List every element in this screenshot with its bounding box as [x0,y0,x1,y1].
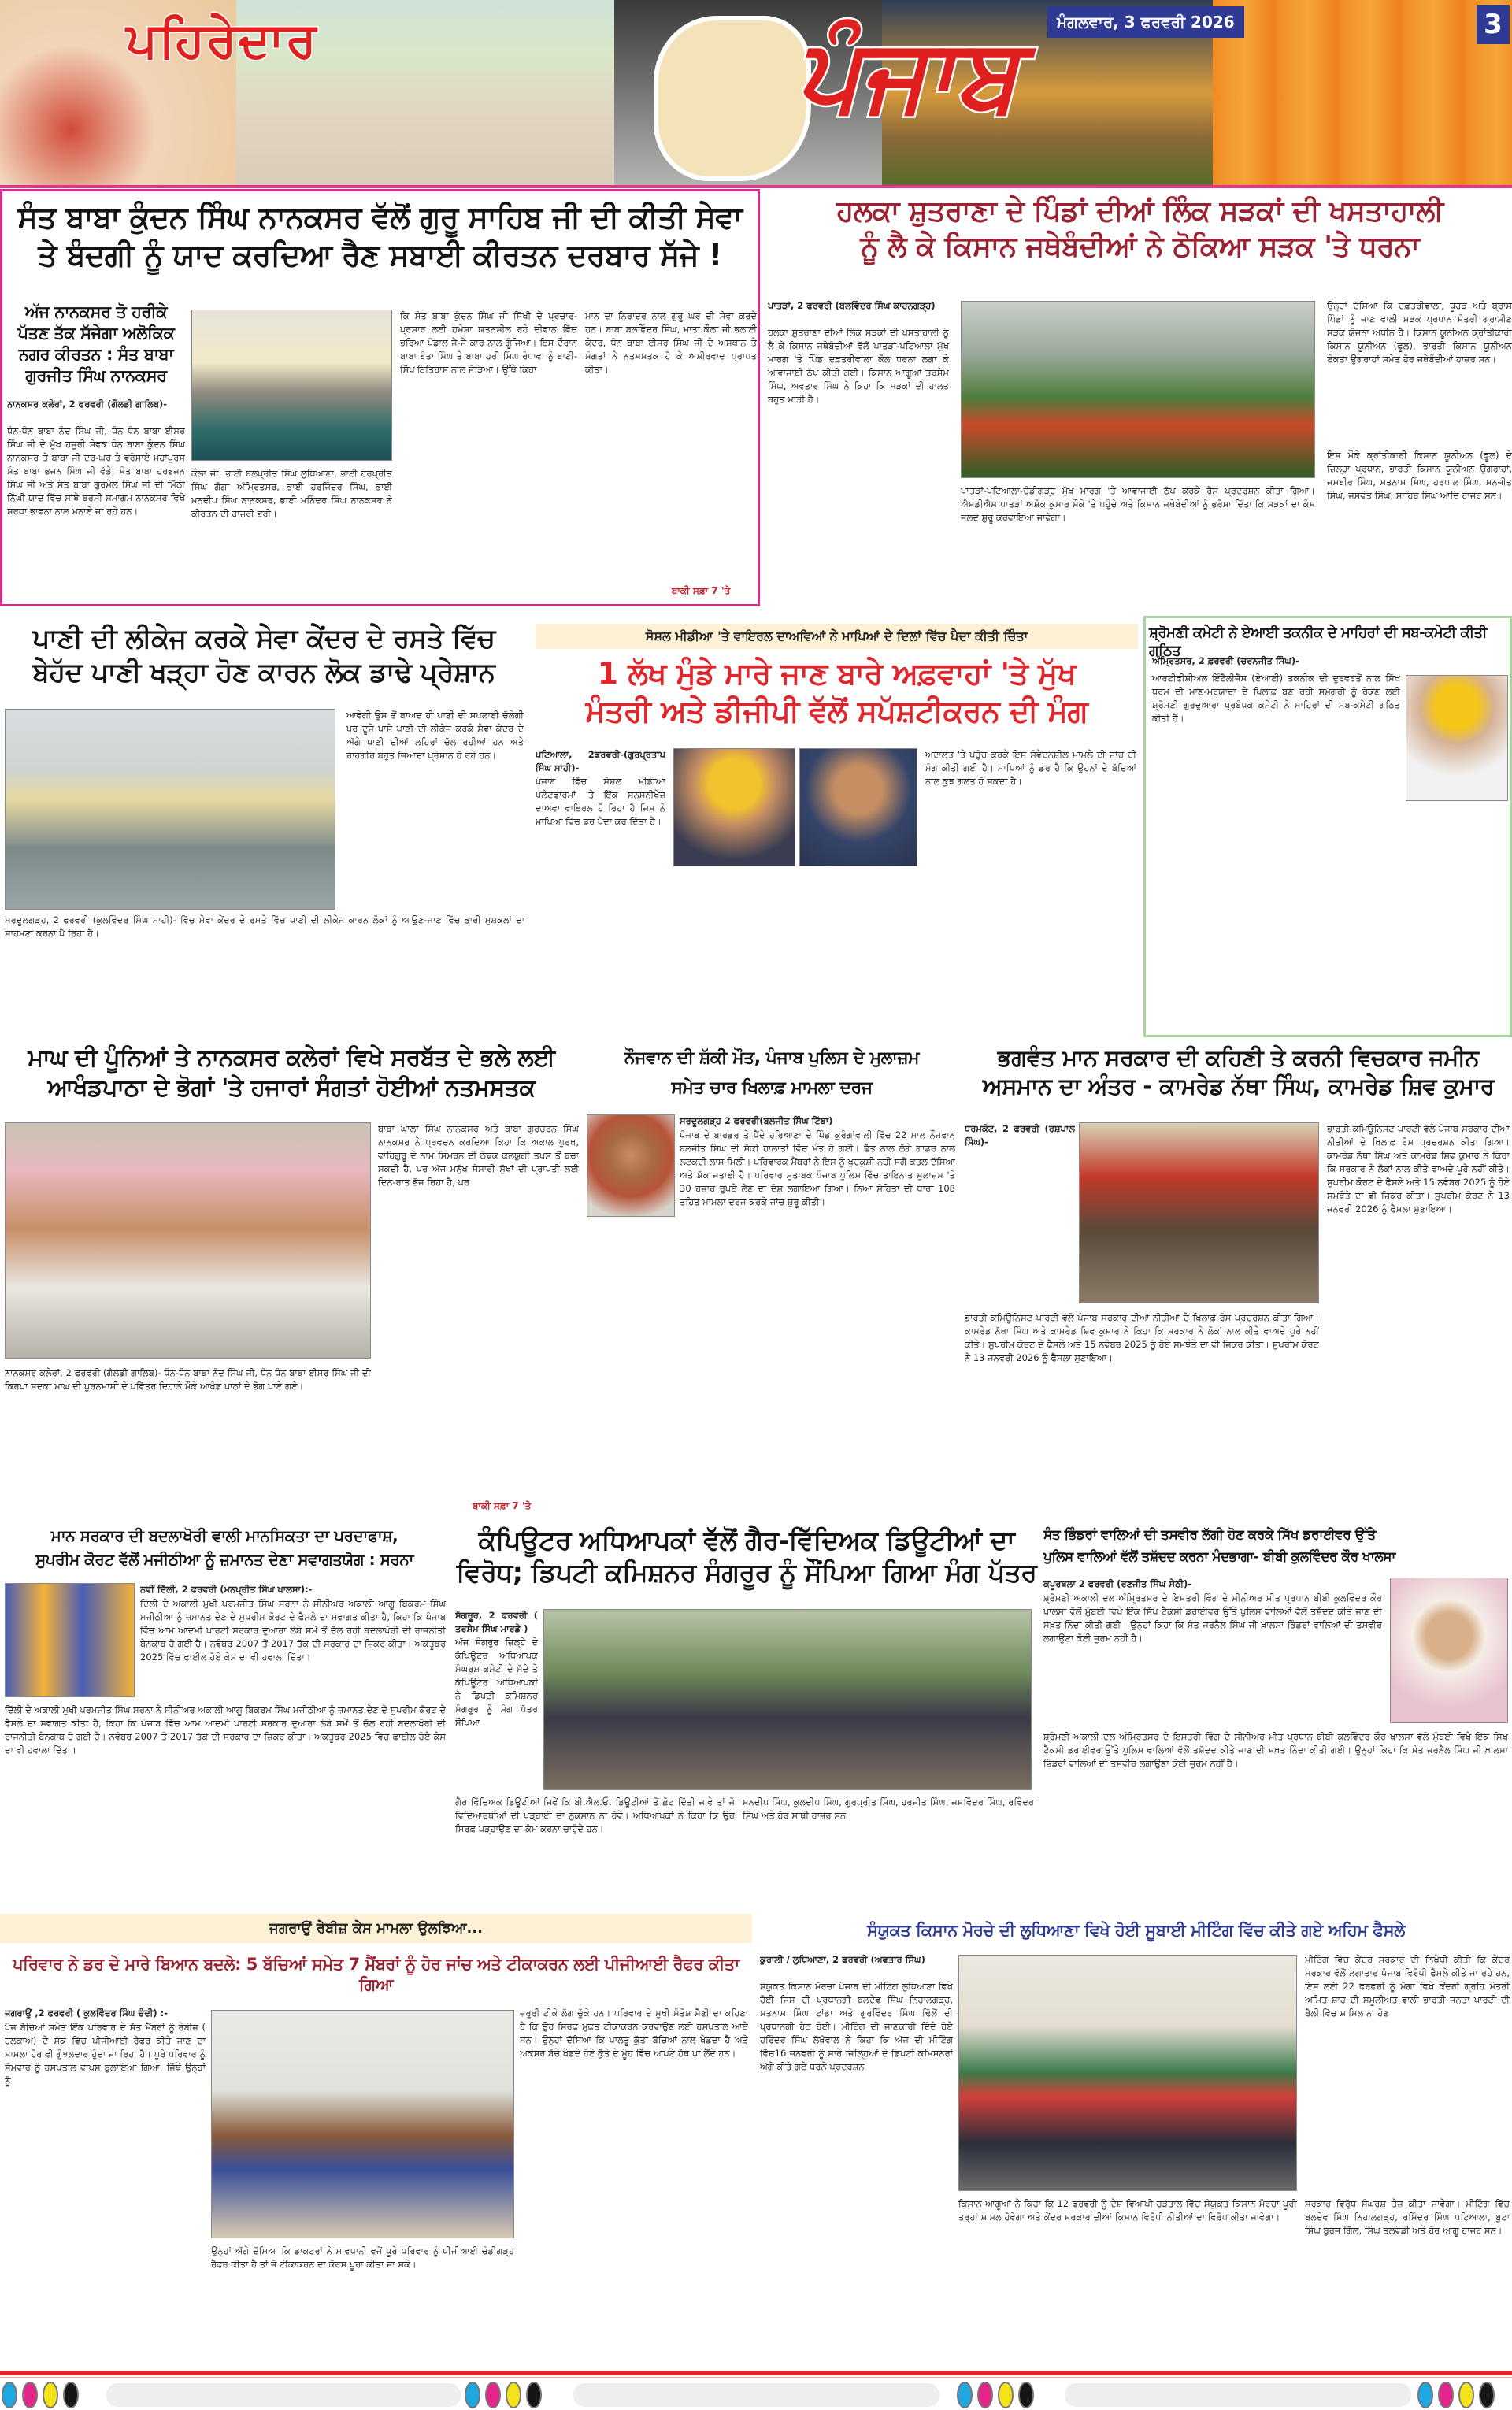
kicker: ਸੋਸ਼ਲ ਮੀਡੀਆ 'ਤੇ ਵਾਇਰਲ ਦਾਅਵਿਆਂ ਨੇ ਮਾਪਿਆਂ ਦੇ ਦਿਲਾਂ ਵਿੱਚ ਪੈਦਾ ਕੀਤੀ ਚਿੰਤਾ [536,624,1138,649]
article-body: ਭਾਰਤੀ ਕਮਿਊਨਿਸਟ ਪਾਰਟੀ ਵੱਲੋਂ ਪੰਜਾਬ ਸਰਕਾਰ ਦੀਆਂ ਨੀਤੀਆਂ ਦੇ ਖਿਲਾਫ਼ ਰੋਸ ਪ੍ਰਦਰਸ਼ਨ ਕੀਤਾ ਗਿਆ। ਕਾਮਰੇਡ ਨੱਥਾ ਸਿੰਘ ਅਤੇ ਕਾਮਰੇਡ ਸ਼ਿਵ ਕੁਮਾਰ ਨੇ ਕਿਹਾ ਕਿ ਸਰਕਾਰ ਨੇ ਲੋਕਾਂ ਨਾਲ ਕੀਤੇ ਵਾਅਦੇ ਪੂਰੇ ਨਹੀਂ ਕੀਤੇ। ਸੁਪਰੀਮ ਕੋਰਟ ਦੇ ਫੈਸਲੇ ਅਤੇ 15 ਨਵੰਬਰ 2025 ਨੂੰ ਹੋਏ ਸਮਝੌਤੇ ਦਾ ਵੀ ਜ਼ਿਕਰ ਕੀਤਾ। ਸੁਪਰੀਮ ਕੋਰਟ ਨੇ 13 ਜਨਵਰੀ 2026 ਨੂੰ ਫੈਸਲਾ ਸੁਣਾਇਆ। [965,1312,1319,1363]
article-rabies [0,1914,752,2367]
photo-comrades-protest [1079,1122,1319,1303]
registration-strip [106,2383,461,2407]
cyan-mark-icon [2,2382,17,2408]
article-water-leakage [0,622,528,1032]
headline-line-2: ਤੇ ਬੰਦਗੀ ਨੂੰ ਯਾਦ ਕਰਦਿਆ ਰੈਣ ਸਬਾਈ ਕੀਰਤਨ ਦਰਬਾਰ ਸੱਜੇ ! [38,237,722,273]
article-body: ਗੈਰ ਵਿੱਦਿਅਕ ਡਿਊਟੀਆਂ ਜਿਵੇਂ ਕਿ ਬੀ.ਐਲ.ਓ. ਡਿਊਟੀਆਂ ਤੋਂ ਛੋਟ ਦਿੱਤੀ ਜਾਵੇ ਤਾਂ ਜੋ ਵਿਦਿਆਰਥੀਆਂ ਦੀ ਪੜ੍ਹਾਈ ਦਾ ਨੁਕਸਾਨ ਨਾ ਹੋਵੇ। ਅਧਿਆਪਕਾਂ ਨੇ ਕਿਹਾ ਕਿ ਉਹ ਸਿਰਫ਼ ਪੜ੍ਹਾਉਣ ਦਾ ਕੰਮ ਕਰਨਾ ਚਾਹੁੰਦੇ ਹਨ। [455,1796,735,1834]
headline-line-2: ਆਖੰਡਪਾਠਾ ਦੇ ਭੋਗਾਂ 'ਤੇ ਹਜਾਰਾਂ ਸੰਗਤਾਂ ਹੋਈਆਂ ਨਤਮਸਤਕ [47,1073,536,1102]
headline-line-1: ਪਾਣੀ ਦੀ ਲੀਕੇਜ ਕਰਕੇ ਸੇਵਾ ਕੇਂਦਰ ਦੇ ਰਸਤੇ ਵਿੱਚ [32,623,495,654]
dateline: ਅੰਮ੍ਰਿਤਸਰ, 2 ਫ਼ਰਵਰੀ (ਚਰਨਜੀਤ ਸਿੰਘ)- [1152,655,1299,666]
article-body: ਸ਼੍ਰੋਮਣੀ ਅਕਾਲੀ ਦਲ ਅੰਮ੍ਰਿਤਸਰ ਦੇ ਇਸਤਰੀ ਵਿੰਗ ਦੇ ਸੀਨੀਅਰ ਮੀਤ ਪ੍ਰਧਾਨ ਬੀਬੀ ਕੁਲਵਿੰਦਰ ਕੌਰ ਖਾਲਸਾ ਵੱਲੋਂ ਮੁੰਬਈ ਵਿਖੇ ਇੱਕ ਸਿੱਖ ਟੈਕਸੀ ਡਰਾਈਵਰ ਉੱਤੇ ਪੁਲਿਸ ਵਾਲਿਆਂ ਵੱਲੋਂ ਤਸ਼ੱਦਦ ਕੀਤੇ ਜਾਣ ਦੀ ਸਖ਼ਤ ਨਿੰਦਾ ਕੀਤੀ ਗਈ। ਉਨ੍ਹਾਂ ਕਿਹਾ ਕਿ ਸੰਤ ਜਰਨੈਲ ਸਿੰਘ ਜੀ ਖ਼ਾਲਸਾ ਭਿੰਡਰਾਂ ਵਾਲਿਆਂ ਦੀ ਤਸਵੀਰ ਲਗਾਉਣਾ ਕੋਈ ਜੁਰਮ ਨਹੀਂ ਹੈ। [1043,1592,1382,1644]
yellow-mark-icon [43,2382,58,2408]
cyan-mark-icon [465,2382,480,2408]
dateline: ਕਪੂਰਥਲਾ 2 ਫਰਵਰੀ (ਰਣਜੀਤ ਸਿੰਘ ਸੇਠੀ)- [1043,1578,1192,1589]
headline [587,1044,957,1103]
photo-chief-minister [673,748,795,866]
article-sutrana-dharna [768,189,1512,606]
article-body: ਮਾਨ ਦਾ ਨਿਰਾਦਰ ਨਾਲ ਗੁਰੂ ਘਰ ਦੀ ਸੇਵਾ ਕਰਦੇ ਹਨ। ਬਾਬਾ ਬਲਵਿੰਦਰ ਸਿੰਘ, ਮਾਤਾ ਕੌਲਾ ਜੀ ਭਲਾਈ ਕੇਂਦਰ, ਧੰਨ ਬਾਬਾ ਈਸਰ ਸਿੰਘ ਜੀ ਦੇ ਅਸਥਾਨ ਤੇ ਸੰਗਤਾਂ ਨੇ ਨਤਮਸਤਕ ਹੋ ਕੇ ਅਸ਼ੀਰਵਾਦ ਪ੍ਰਾਪਤ ਕੀਤਾ। [585,310,757,375]
magenta-mark-icon [485,2382,501,2408]
headline [536,649,1138,730]
article-body: ਸਰਦੂਲਗੜ੍ਹ, 2 ਫਰਵਰੀ (ਕੁਲਵਿੰਦਰ ਸਿੰਘ ਸਾਹੀ)- ਵਿੱਚ ਸੇਵਾ ਕੇਂਦਰ ਦੇ ਰਸਤੇ ਵਿੱਚ ਪਾਣੀ ਦੀ ਲੀਕੇਜ ਕਾਰਨ ਲੋਕਾਂ ਨੂੰ ਆਉਣ-ਜਾਣ ਵਿੱਚ ਭਾਰੀ ਮੁਸ਼ਕਲਾਂ ਦਾ ਸਾਹਮਣਾ ਕਰਨਾ ਪੈ ਰਿਹਾ ਹੈ। [5,914,524,939]
photo-family-hospital [211,2010,514,2238]
article-body: ਦਿੱਲੀ ਦੇ ਅਕਾਲੀ ਮੁਖੀ ਪਰਮਜੀਤ ਸਿੰਘ ਸਰਨਾ ਨੇ ਸੀਨੀਅਰ ਅਕਾਲੀ ਆਗੂ ਬਿਕਰਮ ਸਿੰਘ ਮਜੀਠੀਆ ਨੂੰ ਜ਼ਮਾਨਤ ਦੇਣ ਦੇ ਸੁਪਰੀਮ ਕੋਰਟ ਦੇ ਫੈਸਲੇ ਦਾ ਸਵਾਗਤ ਕੀਤਾ ਹੈ, ਕਿਹਾ ਕਿ ਪੰਜਾਬ ਵਿੱਚ ਆਮ ਆਦਮੀ ਪਾਰਟੀ ਸਰਕਾਰ ਦੁਆਰਾ ਲੰਬੇ ਸਮੇਂ ਤੋਂ ਚੱਲ ਰਹੀ ਬਦਲਾਖੋਰੀ ਦੀ ਰਾਜਨੀਤੀ ਬੇਨਕਾਬ ਹੋ ਗਈ ਹੈ। ਨਵੰਬਰ 2007 ਤੋਂ 2017 ਤੱਕ ਦੀ ਸਰਕਾਰ ਦਾ ਜ਼ਿਕਰ ਕੀਤਾ। ਅਕਤੂਬਰ 2025 ਵਿੱਚ ਫਾਈਲ ਹੋਏ ਕੇਸ ਦਾ ਵੀ ਹਵਾਲਾ ਦਿੱਤਾ। [140,1598,446,1663]
article-body: ਅੱਜ ਸੰਗਰੂਰ ਜ਼ਿਲ੍ਹੇ ਦੇ ਕੰਪਿਊਟਰ ਅਧਿਆਪਕ ਸੰਘਰਸ਼ ਕਮੇਟੀ ਦੇ ਸੱਦੇ ਤੇ ਕੰਪਿਊਟਰ ਅਧਿਆਪਕਾਂ ਨੇ ਡਿਪਟੀ ਕਮਿਸ਼ਨਰ ਸੰਗਰੂਰ ਨੂੰ ਮੰਗ ਪੱਤਰ ਸੌਂਪਿਆ। [455,1637,538,1728]
article-body: ਉਨ੍ਹਾਂ ਦੱਸਿਆ ਕਿ ਦਫ਼ਤਰੀਵਾਲਾ, ਧੂਹੜ ਅਤੇ ਬ੍ਰਾਸ ਪਿੰਡਾਂ ਨੂੰ ਜਾਣ ਵਾਲੀ ਸੜਕ ਪ੍ਰਧਾਨ ਮੰਤਰੀ ਗ੍ਰਾਮੀਣ ਸੜਕ ਯੋਜਨਾ ਅਧੀਨ ਹੈ। ਕਿਸਾਨ ਯੂਨੀਅਨ ਕ੍ਰਾਂਤੀਕਾਰੀ ਕਿਸਾਨ ਯੂਨੀਅਨ (ਫੂਲ), ਭਾਰਤੀ ਕਿਸਾਨ ਯੂਨੀਅਨ ਏਕਤਾ ਉਗਰਾਹਾਂ ਸਮੇਤ ਹੋਰ ਜਥੇਬੰਦੀਆਂ ਹਾਜ਼ਰ ਸਨ। [1327,300,1512,365]
article-sarna-majithia [0,1524,449,1902]
headline-line-2: ਸੁਪਰੀਮ ਕੋਰਟ ਵੱਲੋਂ ਮਜੀਠੀਆ ਨੂੰ ਜ਼ਮਾਨਤ ਦੇਣਾ ਸਵਾਗਤਯੋਗ : ਸਰਨਾ [35,1550,414,1569]
headline-line-2: ਵਿਰੋਧ; ਡਿਪਟੀ ਕਮਿਸ਼ਨਰ ਸੰਗਰੂਰ ਨੂੰ ਸੌਂਪਿਆ ਗਿਆ ਮੰਗ ਪੱਤਰ [456,1557,1037,1589]
article-body: ਪੰਜਾਬ ਵਿੱਚ ਸੋਸ਼ਲ ਮੀਡੀਆ ਪਲੇਟਫਾਰਮਾਂ 'ਤੇ ਇੱਕ ਸਨਸਨੀਖੇਜ਼ ਦਾਅਵਾ ਵਾਇਰਲ ਹੋ ਰਿਹਾ ਹੈ ਜਿਸ ਨੇ ਮਾਪਿਆਂ ਵਿੱਚ ਡਰ ਪੈਦਾ ਕਰ ਦਿੱਤਾ ਹੈ। [536,776,665,827]
section-name: ਪੰਜਾਬ [795,16,1018,134]
article-body: ਪੰਜਾਬ ਦੇ ਬਾਰਡਰ ਤੇ ਪੈਂਦੇ ਹਰਿਆਣਾ ਦੇ ਪਿੰਡ ਕੁਰੰਗਾਂਵਾਲੀ ਵਿੱਚ 22 ਸਾਲ ਨੌਜਵਾਨ ਬਲਜੀਤ ਸਿੰਘ ਦੀ ਸ਼ੱਕੀ ਹਾਲਾਤਾਂ ਵਿੱਚ ਮੌਤ ਹੋ ਗਈ। ਛੱਤ ਨਾਲ ਲੱਗੇ ਗਾਡਰ ਨਾਲ ਲਟਕਦੀ ਲਾਸ਼ ਮਿਲੀ। ਪਰਿਵਾਰਕ ਮੈਂਬਰਾਂ ਨੇ ਇਸ ਨੂੰ ਖੁਦਕੁਸ਼ੀ ਨਹੀਂ ਸਗੋਂ ਕਤਲ ਦੱਸਿਆ ਅਤੇ ਸ਼ੱਕ ਜਤਾਈ ਹੈ। ਪਰਿਵਾਰ ਮੁਤਾਬਕ ਪੰਜਾਬ ਪੁਲਿਸ ਵਿੱਚ ਤਾਇਨਾਤ ਮੁਲਾਜ਼ਮ 'ਤੇ 30 ਹਜ਼ਾਰ ਰੁਪਏ ਲੈਣ ਦਾ ਦੋਸ਼ ਲਗਾਇਆ ਗਿਆ। ਨਿਆ ਸੰਹਿਤਾ ਦੀ ਧਾਰਾ 108 ਤਹਿਤ ਮਾਮਲਾ ਦਰਜ ਕਰਕੇ ਜਾਂਚ ਸ਼ੁਰੂ ਕੀਤੀ। [680,1129,955,1207]
article-body: ਕਿ ਸੰਤ ਬਾਬਾ ਕੁੰਦਨ ਸਿੰਘ ਜੀ ਸਿੱਖੀ ਦੇ ਪ੍ਰਚਾਰ-ਪ੍ਰਸਾਰ ਲਈ ਹਮੇਸ਼ਾ ਯਤਨਸ਼ੀਲ ਰਹੇ ਦੀਵਾਨ ਵਿੱਚ ਭਰਿਆ ਪੰਡਾਲ ਜੈ-ਜੈ ਕਾਰ ਨਾਲ ਗੂੰਜਿਆ। ਇਸ ਦੌਰਾਨ ਬਾਬਾ ਬੰਤਾ ਸਿੰਘ ਤੇ ਬਾਬਾ ਹਰੀ ਸਿੰਘ ਰੰਧਾਵਾ ਨੂੰ ਬਾਣੀ-ਸਿੱਖ ਇਤਿਹਾਸ ਨਾਲ ਜੋੜਿਆ। ਉੱਥੇ ਕਿਹਾ [400,310,577,375]
article-body: ਇਸ ਮੌਕੇ ਕ੍ਰਾਂਤੀਕਾਰੀ ਕਿਸਾਨ ਯੂਨੀਅਨ (ਫੂਲ) ਦੇ ਜ਼ਿਲ੍ਹਾ ਪ੍ਰਧਾਨ, ਭਾਰਤੀ ਕਿਸਾਨ ਯੂਨੀਅਨ ਉਗਰਾਹਾਂ, ਜਸਬੀਰ ਸਿੰਘ, ਸਤਨਾਮ ਸਿੰਘ, ਹਰਪਾਲ ਸਿੰਘ, ਮਨਜੀਤ ਸਿੰਘ, ਜਸਵੰਤ ਸਿੰਘ, ਸਾਹਿਬ ਸਿੰਘ ਆਦਿ ਹਾਜ਼ਰ ਸਨ। [1327,450,1512,501]
headline-line-1: ਸੰਤ ਭਿੰਡਰਾਂ ਵਾਲਿਆਂ ਦੀ ਤਸਵੀਰ ਲੱਗੀ ਹੋਣ ਕਰਕੇ ਸਿੱਖ ਡਰਾਈਵਰ ਉੱਤੇ [1043,1527,1376,1543]
article-magh-puranmashi [0,1044,583,1516]
dateline: ਪਾਤੜਾਂ, 2 ਫਰਵਰੀ (ਬਲਵਿੰਦਰ ਸਿੰਘ ਕਾਹਨਗੜ੍ਹ) [768,300,936,311]
subhead: ਅੱਜ ਨਾਨਕਸਰ ਤੋ ਹਰੀਕੇ ਪੱਤਣ ਤੱਕ ਸੱਜੇਗਾ ਅਲੋਕਿਕ ਨਗਰ ਕੀਰਤਨ : ਸੰਤ ਬਾਬਾ ਗੁਰਜੀਤ ਸਿੰਘ ਨਾਨਕਸਰ [17,302,175,385]
article-body: ਸ਼੍ਰੋਮਣੀ ਅਕਾਲੀ ਦਲ ਅੰਮ੍ਰਿਤਸਰ ਦੇ ਇਸਤਰੀ ਵਿੰਗ ਦੇ ਸੀਨੀਅਰ ਮੀਤ ਪ੍ਰਧਾਨ ਬੀਬੀ ਕੁਲਵਿੰਦਰ ਕੌਰ ਖਾਲਸਾ ਵੱਲੋਂ ਮੁੰਬਈ ਵਿਖੇ ਇੱਕ ਸਿੱਖ ਟੈਕਸੀ ਡਰਾਈਵਰ ਉੱਤੇ ਪੁਲਿਸ ਵਾਲਿਆਂ ਵੱਲੋਂ ਤਸ਼ੱਦਦ ਕੀਤੇ ਜਾਣ ਦੀ ਸਖ਼ਤ ਨਿੰਦਾ ਕੀਤੀ ਗਈ। ਉਨ੍ਹਾਂ ਕਿਹਾ ਕਿ ਸੰਤ ਜਰਨੈਲ ਸਿੰਘ ਜੀ ਖ਼ਾਲਸਾ ਭਿੰਡਰਾਂ ਵਾਲਿਆਂ ਦੀ ਤਸਵੀਰ ਲਗਾਉਣਾ ਕੋਈ ਜੁਰਮ ਨਹੀਂ ਹੈ। [1043,1731,1508,1769]
article-sikh-driver [1043,1524,1512,1902]
headline-line-2: ਮੰਤਰੀ ਅਤੇ ਡੀਜੀਪੀ ਵੱਲੋਂ ਸਪੱਸ਼ਟੀਕਰਨ ਦੀ ਮੰਗ [585,693,1088,729]
magenta-mark-icon [22,2382,38,2408]
masthead-divider [0,185,1512,188]
headline: ਸ਼੍ਰੋਮਣੀ ਕਮੇਟੀ ਨੇ ਏਆਈ ਤਕਨੀਕ ਦੇ ਮਾਹਿਰਾਂ ਦੀ ਸਬ-ਕਮੇਟੀ ਕੀਤੀ ਗਠਿਤ [1149,625,1488,659]
headline [768,189,1512,265]
headline-line-1: ਹਲਕਾ ਸ਼ੁਤਰਾਣਾ ਦੇ ਪਿੰਡਾਂ ਦੀਆਂ ਲਿੰਕ ਸੜਕਾਂ ਦੀ ਖਸਤਾਹਾਲੀ [836,195,1443,228]
headline-line-2: ਨੂੰ ਲੈ ਕੇ ਕਿਸਾਨ ਜਥੇਬੰਦੀਆਂ ਨੇ ਠੋਕਿਆ ਸੜਕ 'ਤੇ ਧਰਨਾ [860,231,1420,263]
article-kundan-singh [0,189,760,606]
page-number: 3 [1477,5,1510,44]
article-body: ਮੀਟਿੰਗ ਵਿੱਚ ਕੇਂਦਰ ਸਰਕਾਰ ਦੀ ਨਿਖੇਧੀ ਕੀਤੀ ਕਿ ਕੇਂਦਰ ਸਰਕਾਰ ਵੱਲੋਂ ਲਗਾਤਾਰ ਪੰਜਾਬ ਵਿਰੋਧੀ ਫੈਸਲੇ ਕੀਤੇ ਜਾ ਰਹੇ ਹਨ, ਇਸ ਲਈ 22 ਫਰਵਰੀ ਨੂੰ ਮੋਗਾ ਵਿਖੇ ਕੇਂਦਰੀ ਗ੍ਰਹਿ ਮੰਤਰੀ ਅਮਿਤ ਸ਼ਾਹ ਦੀ ਸ਼ਮੂਲੀਅਤ ਵਾਲੀ ਭਾਰਤੀ ਜਨਤਾ ਪਾਰਟੀ ਦੀ ਰੈਲੀ ਵਿੱਚ ਸ਼ਾਮਿਲ ਨਾ ਹੋਣ [1305,1954,1510,2019]
photo-computer-teachers [543,1609,1032,1790]
cyan-mark-icon [1418,2382,1433,2408]
dateline: ਧਰਮਕੋਟ, 2 ਫਰਵਰੀ (ਰਸ਼ਪਾਲ ਸਿੰਘ)- [965,1123,1075,1148]
yellow-mark-icon [998,2382,1014,2408]
photo-sgpc-official [1406,675,1508,801]
punjab-map-graphic [654,16,811,181]
dateline: ਨਾਨਕਸਰ ਕਲੇਰਾਂ, 2 ਫਰਵਰੀ (ਗੋਲਡੀ ਗਾਲਿਬ)- [7,399,168,410]
article-body: ਆਵੇਗੀ ਉਸ ਤੋਂ ਬਾਅਦ ਹੀ ਪਾਣੀ ਦੀ ਸਪਲਾਈ ਚੱਲੇਗੀ ਪਰ ਦੂਜੇ ਪਾਸੇ ਪਾਣੀ ਦੀ ਲੀਕੇਜ ਕਰਕੇ ਸੇਵਾ ਕੇਂਦਰ ਦੇ ਅੱਗੇ ਪਾਣੀ ਦੀਆਂ ਲਹਿਰਾਂ ਚੱਲ ਰਹੀਆਂ ਹਨ ਅਤੇ ਰਾਹਗੀਰ ਬਹੁਤ ਜਿਆਦਾ ਪ੍ਰੇਸ਼ਾਨ ਹੋ ਰਹੇ ਹਨ। [346,710,524,761]
headline-line-1: ਕੰਪਿਊਟਰ ਅਧਿਆਪਕਾਂ ਵੱਲੋਂ ਗੈਰ-ਵਿੱਦਿਅਕ ਡਿਊਟੀਆਂ ਦਾ [478,1525,1015,1555]
photo-bibi-kulwinder-kaur [1390,1578,1508,1723]
headline-line-1: ਸੰਤ ਬਾਬਾ ਕੁੰਦਨ ਸਿੰਘ ਨਾਨਕਸਰ ਵੱਲੋਂ ਗੁਰੂ ਸਾਹਿਬ ਜੀ ਦੀ ਕੀਤੀ ਸੇਵਾ [17,200,743,235]
registration-marks-1 [2,2382,79,2408]
footer-rule [0,2371,1512,2375]
dateline: ਸਰਦੂਲਗੜ੍ਹ 2 ਫਰਵਰੀ(ਬਲਜੀਤ ਸਿੰਘ ਟਿੱਬਾ) [680,1115,833,1126]
article-body: ਹਲਕਾ ਸ਼ੁਤਰਾਣਾ ਦੀਆਂ ਲਿੰਕ ਸੜਕਾਂ ਦੀ ਖਸਤਾਹਾਲੀ ਨੂੰ ਲੈ ਕੇ ਕਿਸਾਨ ਜਥੇਬੰਦੀਆਂ ਵੱਲੋਂ ਪਾਤੜਾਂ-ਪਟਿਆਲਾ ਮੁੱਖ ਮਾਰਗ 'ਤੇ ਪਿੰਡ ਦਫ਼ਤਰੀਵਾਲਾ ਕੋਲ ਧਰਨਾ ਲਗਾ ਕੇ ਆਵਾਜਾਈ ਠੱਪ ਕੀਤੀ ਗਈ। ਕਿਸਾਨ ਆਗੂਆਂ ਤਰਸੇਮ ਸਿੰਘ, ਅਵਤਾਰ ਸਿੰਘ ਨੇ ਕਿਹਾ ਕਿ ਸੜਕਾਂ ਦੀ ਹਾਲਤ ਬਹੁਤ ਮਾੜੀ ਹੈ। [768,327,949,405]
headline-line-1: ਭਗਵੰਤ ਮਾਨ ਸਰਕਾਰ ਦੀ ਕਹਿਣੀ ਤੇ ਕਰਨੀ ਵਿਚਕਾਰ ਜਮੀਨ [997,1044,1480,1071]
headline-line-2: ਸਮੇਤ ਚਾਰ ਖਿਲਾਫ਼ ਮਾਮਲਾ ਦਰਜ [671,1078,873,1098]
headline [0,1044,583,1103]
article-body: ਸੰਯੁਕਤ ਕਿਸਾਨ ਮੋਰਚਾ ਪੰਜਾਬ ਦੀ ਮੀਟਿੰਗ ਲੁਧਿਆਣਾ ਵਿਖੇ ਹੋਈ ਜਿਸ ਦੀ ਪ੍ਰਧਾਨਗੀ ਬਲਦੇਵ ਸਿੰਘ ਨਿਹਾਲਗੜ੍ਹ, ਸਤਨਾਮ ਸਿੰਘ ਟਾਂਡਾ ਅਤੇ ਗੁਰਵਿੰਦਰ ਸਿੰਘ ਢਿੱਲੋਂ ਦੀ ਪ੍ਰਧਾਨਗੀ ਹੇਠ ਹੋਈ। ਮੀਟਿੰਗ ਦੀ ਜਾਣਕਾਰੀ ਦਿੰਦੇ ਹੋਏ ਹਰਿੰਦਰ ਸਿੰਘ ਲੱਖੋਵਾਲ ਨੇ ਕਿਹਾ ਕਿ ਅੱਜ ਦੀ ਮੀਟਿੰਗ ਵਿੱਚ16 ਜਨਵਰੀ ਨੂੰ ਸਾਰੇ ਜਿਲ੍ਹਿਆਂ ਦੇ ਡਿਪਟੀ ਕਮਿਸ਼ਨਰਾਂ ਅੱਗੇ ਕੀਤੇ ਗਏ ਧਰਨੇ ਪ੍ਰਦਰਸ਼ਨ [760,1981,953,2072]
footer-rule-thin [0,2377,1512,2378]
headline [0,622,528,689]
headline: ਸੰਯੁਕਤ ਕਿਸਾਨ ਮੋਰਚੇ ਦੀ ਲੁਧਿਆਣਾ ਵਿਖੇ ਹੋਈ ਸੂਬਾਈ ਮੀਟਿੰਗ ਵਿੱਚ ਕੀਤੇ ਗਏ ਅਹਿਮ ਫੈਸਲੇ [867,1921,1405,1940]
article-body: ਆਰਟੀਫੀਸ਼ੀਅਲ ਇੰਟੈਲੀਜੈਂਸ (ਏਆਈ) ਤਕਨੀਕ ਦੀ ਦੁਰਵਰਤੋਂ ਨਾਲ ਸਿੱਖ ਧਰਮ ਦੀ ਮਾਣ-ਮਰਯਾਦਾ ਦੇ ਖਿਲਾਫ਼ ਬਣ ਰਹੀ ਸਮੱਗਰੀ ਨੂੰ ਰੋਕਣ ਲਈ ਸ਼੍ਰੋਮਣੀ ਗੁਰਦੁਆਰਾ ਪ੍ਰਬੰਧਕ ਕਮੇਟੀ ਨੇ ਮਾਹਿਰਾਂ ਦੀ ਸਬ-ਕਮੇਟੀ ਗਠਿਤ ਕੀਤੀ ਹੈ। [1152,673,1400,724]
headline [965,1044,1512,1101]
registration-marks-2 [465,2382,542,2408]
article-body: ਮਨਦੀਪ ਸਿੰਘ, ਕੁਲਦੀਪ ਸਿੰਘ, ਗੁਰਪ੍ਰੀਤ ਸਿੰਘ, ਹਰਜੀਤ ਸਿੰਘ, ਜਸਵਿੰਦਰ ਸਿੰਘ, ਰਵਿੰਦਰ ਸਿੰਘ ਅਤੇ ਹੋਰ ਸਾਥੀ ਹਾਜ਼ਰ ਸਨ। [743,1796,1034,1821]
headline [455,1524,1038,1589]
headline-line-1: ਨੌਜਵਾਨ ਦੀ ਸ਼ੱਕੀ ਮੌਤ, ਪੰਜਾਬ ਪੁਲਿਸ ਦੇ ਮੁਲਾਜ਼ਮ [624,1048,920,1068]
headline-line-1: ਮਾਨ ਸਰਕਾਰ ਦੀ ਬਦਲਾਖੋਰੀ ਵਾਲੀ ਮਾਨਸਿਕਤਾ ਦਾ ਪਰਦਾਫਾਸ਼, [50,1526,398,1545]
black-mark-icon [1018,2382,1034,2408]
magenta-mark-icon [1438,2382,1454,2408]
article-body: ਕੌਲਾ ਜੀ, ਭਾਈ ਬਲਪ੍ਰੀਤ ਸਿੰਘ ਲੁਧਿਆਣਾ, ਭਾਈ ਹਰਪ੍ਰੀਤ ਸਿੰਘ ਗੋਗਾ ਅੰਮ੍ਰਿਤਸਰ, ਭਾਈ ਹਰਜਿੰਦਰ ਸਿੰਘ, ਭਾਈ ਮਨਦੀਪ ਸਿੰਘ ਨਾਨਕਸਰ, ਭਾਈ ਮਨਿੰਦਰ ਸਿੰਘ ਨਾਨਕਸਰ ਨੇ ਕੀਰਤਨ ਦੀ ਹਾਜ਼ਰੀ ਭਰੀ। [191,468,392,519]
black-mark-icon [526,2382,542,2408]
continue-note[interactable]: ਬਾਕੀ ਸਫ਼ਾ 7 'ਤੇ [472,1500,532,1511]
dateline: ਜਗਰਾਉਂ ,2 ਫਰਵਰੀ ( ਕੁਲਵਿੰਦਰ ਸਿੰਘ ਚੰਦੀ) :- [5,2008,168,2019]
photo-sangat-gathering [5,1122,371,1359]
photo-dgp [799,748,917,866]
article-sgpc-ai [1143,616,1512,1037]
article-one-lakh-rumour [536,622,1138,1032]
headline-line-1: ਮਾਘ ਦੀ ਪੂੰਨਿਆਂ ਤੇ ਨਾਨਕਸਰ ਕਲੇਰਾਂ ਵਿਖੇ ਸਰਬੱਤ ਦੇ ਭਲੇ ਲਈ [28,1044,555,1072]
headline [1043,1524,1512,1568]
masthead-image-children-orange [1213,0,1512,185]
paper-name: ਪਹਿਰੇਦਾਰ [126,11,318,69]
article-nojawan-death [587,1044,957,1516]
headline [2,191,758,274]
article-body: ਬਾਬਾ ਘਾਲਾ ਸਿੰਘ ਨਾਨਕਸਰ ਅਤੇ ਬਾਬਾ ਗੁਰਚਰਨ ਸਿੰਘ ਨਾਨਕਸਰ ਨੇ ਪ੍ਰਵਚਨ ਕਰਦਿਆ ਕਿਹਾ ਕਿ ਅਕਾਲ ਪੁਰਖ, ਵਾਹਿਗੁਰੂ ਦੇ ਨਾਮ ਸਿਮਰਨ ਦੀ ਠੰਢਕ ਕਲਯੁਗੀ ਤਪਸ ਤੋਂ ਬਚਾ ਸਕਦੀ ਹੈ, ਪਰ ਅੱਜ ਮਨੁੱਖ ਸੰਸਾਰੀ ਸੁੱਖਾਂ ਦੀ ਪ੍ਰਾਪਤੀ ਲਈ ਦਿਨ-ਰਾਤ ਭੱਜ ਰਿਹਾ ਹੈ, ਪਰ [378,1123,579,1188]
registration-marks-3 [957,2382,1034,2408]
article-body: ਨਾਨਕਸਰ ਕਲੇਰਾਂ, 2 ਫਰਵਰੀ (ਗੋਲਡੀ ਗਾਲਿਬ)- ਧੰਨ-ਧੰਨ ਬਾਬਾ ਨੰਦ ਸਿੰਘ ਜੀ, ਧੰਨ ਧੰਨ ਬਾਬਾ ਈਸਰ ਸਿੰਘ ਜੀ ਦੀ ਕਿਰਪਾ ਸਦਕਾ ਮਾਘ ਦੀ ਪੂਰਨਮਾਸ਼ੀ ਦੇ ਪਵਿੱਤਰ ਦਿਹਾੜੇ ਮੌਕੇ ਆਖੰਡ ਪਾਠਾਂ ਦੇ ਭੋਗ ਪਾਏ ਗਏ। [5,1367,371,1392]
photo-kirtan-darbar [191,310,392,461]
article-body: ਪਾਤੜਾਂ-ਪਟਿਆਲਾ-ਚੰਡੀਗੜ੍ਹ ਮੁੱਖ ਮਾਰਗ 'ਤੇ ਆਵਾਜਾਈ ਠੱਪ ਕਰਕੇ ਰੋਸ ਪ੍ਰਦਰਸ਼ਨ ਕੀਤਾ ਗਿਆ। ਐਸਡੀਐਮ ਪਾਤੜਾਂ ਅਸ਼ੋਕ ਕੁਮਾਰ ਮੌਕੇ 'ਤੇ ਪਹੁੰਚੇ ਅਤੇ ਕਿਸਾਨ ਜਥੇਬੰਦੀਆਂ ਨੂੰ ਭਰੋਸਾ ਦਿੱਤਾ ਕਿ ਸੜਕਾਂ ਦਾ ਕੰਮ ਜਲਦ ਸ਼ੁਰੂ ਕਰਵਾਇਆ ਜਾਵੇਗਾ। [961,485,1315,523]
kicker: ਜਗਰਾਉਂ ਰੇਬੀਜ਼ ਕੇਸ ਮਾਮਲਾ ਉਲਝਿਆ... [0,1914,752,1943]
article-computer-teachers [455,1524,1038,1902]
dateline: ਨਵੀਂ ਦਿੱਲੀ, 2 ਫਰਵਰੀ (ਮਨਪ੍ਰੀਤ ਸਿੰਘ ਖਾਲਸਾ):- [140,1584,313,1595]
photo-deceased-youth [587,1114,675,1217]
photo-seva-kendra-water [5,709,335,910]
registration-strip [1065,2383,1411,2407]
photo-paramjit-sarna [5,1583,135,1697]
headline-line-2: ਅਸਮਾਨ ਦਾ ਅੰਤਰ - ਕਾਮਰੇਡ ਨੱਥਾ ਸਿੰਘ, ਕਾਮਰੇਡ ਸ਼ਿਵ ਕੁਮਾਰ [982,1073,1495,1100]
photo-kisan-meeting [958,1955,1297,2191]
masthead [0,0,1512,185]
article-body: ਉਨ੍ਹਾਂ ਅੱਗੇ ਦੱਸਿਆ ਕਿ ਡਾਕਟਰਾਂ ਨੇ ਸਾਵਧਾਨੀ ਵਜੋਂ ਪੂਰੇ ਪਰਿਵਾਰ ਨੂੰ ਪੀਜੀਆਈ ਚੰਡੀਗੜ੍ਹ ਰੈਫਰ ਕੀਤਾ ਹੈ ਤਾਂ ਜੋ ਟੀਕਾਕਰਨ ਦਾ ਕੋਰਸ ਪੂਰਾ ਕੀਤਾ ਜਾ ਸਕੇ। [211,2245,514,2270]
article-body: ਕਿਸਾਨ ਆਗੂਆਂ ਨੇ ਕਿਹਾ ਕਿ 12 ਫਰਵਰੀ ਨੂੰ ਦੇਸ਼ ਵਿਆਪੀ ਹੜਤਾਲ ਵਿੱਚ ਸੰਯੁਕਤ ਕਿਸਾਨ ਮੋਰਚਾ ਪੂਰੀ ਤਰ੍ਹਾਂ ਸ਼ਾਮਲ ਹੋਵੇਗਾ ਅਤੇ ਕੇਂਦਰ ਸਰਕਾਰ ਦੀਆਂ ਕਿਸਾਨ ਵਿਰੋਧੀ ਨੀਤੀਆਂ ਦਾ ਵਿਰੋਧ ਕੀਤਾ ਜਾਵੇਗਾ। [958,2198,1297,2223]
dateline: ਸੰਗਰੂਰ, 2 ਫਰਵਰੀ ( ਤਰਸੇਮ ਸਿੰਘ ਮਾਰਡੇ ) [455,1610,538,1634]
black-mark-icon [1479,2382,1495,2408]
photo-farmers-protest [961,301,1315,478]
article-body: ਧੰਨ-ਧੰਨ ਬਾਬਾ ਨੰਦ ਸਿੰਘ ਜੀ, ਧੰਨ ਧੰਨ ਬਾਬਾ ਈਸਰ ਸਿੰਘ ਜੀ ਦੇ ਮੁੱਖ ਹਜੂਰੀ ਸੇਵਕ ਧੰਨ ਬਾਬਾ ਕੁੰਦਨ ਸਿੰਘ ਨਾਨਕਸਰ ਤੇ ਬਾਬਾ ਜੀ ਦਰ-ਘਰ ਤੇ ਵਰੋਸਾਏ ਮਹਾਂਪੁਰਸ ਸੰਤ ਬਾਬਾ ਭਜਨ ਸਿੰਘ ਜੀ ਵੱਡੇ, ਸੰਤ ਬਾਬਾ ਹਰਭਜਨ ਸਿੰਘ ਜੀ ਅਤੇ ਸੰਤ ਬਾਬਾ ਗੁਰਮੇਲ ਸਿੰਘ ਜੀ ਦੀ ਮਿੱਠੀ ਨਿੱਘੀ ਯਾਦ ਵਿੱਚ ਸਾਂਝੇ ਬਰਸੀ ਸਮਾਗਮ ਨਾਨਕਸਰ ਵਿਖੇ ਸ਼ਰਧਾ ਭਾਵਨਾ ਨਾਲ ਮਨਾਏ ਜਾ ਰਹੇ ਹਨ। [7,425,185,517]
black-mark-icon [63,2382,79,2408]
issue-date: ਮੰਗਲਵਾਰ, 3 ਫਰਵਰੀ 2026 [1047,6,1244,38]
article-body: ਭਾਰਤੀ ਕਮਿਊਨਿਸਟ ਪਾਰਟੀ ਵੱਲੋਂ ਪੰਜਾਬ ਸਰਕਾਰ ਦੀਆਂ ਨੀਤੀਆਂ ਦੇ ਖਿਲਾਫ਼ ਰੋਸ ਪ੍ਰਦਰਸ਼ਨ ਕੀਤਾ ਗਿਆ। ਕਾਮਰੇਡ ਨੱਥਾ ਸਿੰਘ ਅਤੇ ਕਾਮਰੇਡ ਸ਼ਿਵ ਕੁਮਾਰ ਨੇ ਕਿਹਾ ਕਿ ਸਰਕਾਰ ਨੇ ਲੋਕਾਂ ਨਾਲ ਕੀਤੇ ਵਾਅਦੇ ਪੂਰੇ ਨਹੀਂ ਕੀਤੇ। ਸੁਪਰੀਮ ਕੋਰਟ ਦੇ ਫੈਸਲੇ ਅਤੇ 15 ਨਵੰਬਰ 2025 ਨੂੰ ਹੋਏ ਸਮਝੌਤੇ ਦਾ ਵੀ ਜ਼ਿਕਰ ਕੀਤਾ। ਸੁਪਰੀਮ ਕੋਰਟ ਨੇ 13 ਜਨਵਰੀ 2026 ਨੂੰ ਫੈਸਲਾ ਸੁਣਾਇਆ। [1327,1123,1510,1214]
magenta-mark-icon [977,2382,993,2408]
registration-marks-4 [1418,2382,1495,2408]
article-body: ਸਰਕਾਰ ਵਿਰੁੱਧ ਸੰਘਰਸ਼ ਤੇਜ਼ ਕੀਤਾ ਜਾਵੇਗਾ। ਮੀਟਿੰਗ ਵਿੱਚ ਬਲਦੇਵ ਸਿੰਘ ਨਿਹਾਲਗੜ੍ਹ, ਰਮਿੰਦਰ ਸਿੰਘ ਪਟਿਆਲਾ, ਬੂਟਾ ਸਿੰਘ ਬੁਰਜ ਗਿੱਲ, ਸਿੰਘ ਤਲਵੰਡੀ ਅਤੇ ਹੋਰ ਆਗੂ ਹਾਜ਼ਰ ਸਨ। [1305,2198,1510,2236]
headline: ਪਰਿਵਾਰ ਨੇ ਡਰ ਦੇ ਮਾਰੇ ਬਿਆਨ ਬਦਲੇ: 5 ਬੱਚਿਆਂ ਸਮੇਤ 7 ਮੈਂਬਰਾਂ ਨੂੰ ਹੋਰ ਜਾਂਚ ਅਤੇ ਟੀਕਾਕਰਨ ਲਈ ਪੀਜੀਆਈ ਰੈਫਰ ਕੀਤਾ ਗਿਆ [13,1955,739,1995]
article-body: ਪੰਜ ਬੱਚਿਆਂ ਸਮੇਤ ਇੱਕ ਪਰਿਵਾਰ ਦੇ ਸੱਤ ਮੈਂਬਰਾਂ ਨੂੰ ਰੇਬੀਜ਼ ( ਹਲਕਾਅ) ਦੇ ਸ਼ੱਕ ਵਿੱਚ ਪੀਜੀਆਈ ਰੈਫਰ ਕੀਤੇ ਜਾਣ ਦਾ ਮਾਮਲਾ ਹੋਰ ਵੀ ਗੁੰਝਲਦਾਰ ਹੁੰਦਾ ਜਾ ਰਿਹਾ ਹੈ। ਪੂਰੇ ਪਰਿਵਾਰ ਨੂੰ ਸੋਮਵਾਰ ਨੂੰ ਹਸਪਤਾਲ ਵਾਪਸ ਬੁਲਾਇਆ ਗਿਆ, ਜਿੱਥੇ ਉਨ੍ਹਾਂ ਨੂੰ [5,2022,206,2086]
yellow-mark-icon [1458,2382,1474,2408]
headline-line-2: ਬੇਹੱਦ ਪਾਣੀ ਖੜ੍ਹਾ ਹੋਣ ਕਾਰਨ ਲੋਕ ਡਾਢੇ ਪ੍ਰੇਸ਼ਾਨ [32,656,495,688]
article-body: ਦਿੱਲੀ ਦੇ ਅਕਾਲੀ ਮੁਖੀ ਪਰਮਜੀਤ ਸਿੰਘ ਸਰਨਾ ਨੇ ਸੀਨੀਅਰ ਅਕਾਲੀ ਆਗੂ ਬਿਕਰਮ ਸਿੰਘ ਮਜੀਠੀਆ ਨੂੰ ਜ਼ਮਾਨਤ ਦੇਣ ਦੇ ਸੁਪਰੀਮ ਕੋਰਟ ਦੇ ਫੈਸਲੇ ਦਾ ਸਵਾਗਤ ਕੀਤਾ ਹੈ, ਕਿਹਾ ਕਿ ਪੰਜਾਬ ਵਿੱਚ ਆਮ ਆਦਮੀ ਪਾਰਟੀ ਸਰਕਾਰ ਦੁਆਰਾ ਲੰਬੇ ਸਮੇਂ ਤੋਂ ਚੱਲ ਰਹੀ ਬਦਲਾਖੋਰੀ ਦੀ ਰਾਜਨੀਤੀ ਬੇਨਕਾਬ ਹੋ ਗਈ ਹੈ। ਨਵੰਬਰ 2007 ਤੋਂ 2017 ਤੱਕ ਦੀ ਸਰਕਾਰ ਦਾ ਜ਼ਿਕਰ ਕੀਤਾ। ਅਕਤੂਬਰ 2025 ਵਿੱਚ ਫਾਈਲ ਹੋਏ ਕੇਸ ਦਾ ਵੀ ਹਵਾਲਾ ਦਿੱਤਾ। [5,1704,446,1756]
dateline: ਕੁਰਾਲੀ / ਲੁਧਿਆਣਾ, 2 ਫਰਵਰੀ (ਅਵਤਾਰ ਸਿੰਘ) [760,1954,925,1965]
article-body: ਜ਼ਰੂਰੀ ਟੀਕੇ ਲੱਗ ਚੁੱਕੇ ਹਨ। ਪਰਿਵਾਰ ਦੇ ਮੁਖੀ ਸੰਤੋਸ਼ ਸੈਣੀ ਦਾ ਕਹਿਣਾ ਹੈ ਕਿ ਉਹ ਸਿਰਫ਼ ਮੁਫ਼ਤ ਟੀਕਾਕਰਨ ਕਰਵਾਉਣ ਲਈ ਹਸਪਤਾਲ ਆਏ ਸਨ। ਉਨ੍ਹਾਂ ਦੱਸਿਆ ਕਿ ਪਾਲਤੂ ਕੁੱਤਾ ਬੱਚਿਆਂ ਨਾਲ ਖੇਡਦਾ ਹੈ ਅਤੇ ਅਕਸਰ ਬੱਚੇ ਖੇਡਦੇ ਹੋਏ ਕੁੱਤੇ ਦੇ ਮੂੰਹ ਵਿੱਚ ਆਪਣੇ ਹੱਥ ਪਾ ਲੈਂਦੇ ਹਨ। [520,2008,748,2059]
cyan-mark-icon [957,2382,973,2408]
registration-strip [573,2383,939,2407]
headline-line-1: 1 ਲੱਖ ਮੁੰਡੇ ਮਾਰੇ ਜਾਣ ਬਾਰੇ ਅਫ਼ਵਾਹਾਂ 'ਤੇ ਮੁੱਖ [597,656,1077,691]
article-kisan-morcha [760,1914,1512,2367]
article-mann-sarkar [965,1044,1512,1516]
continue-note[interactable]: ਬਾਕੀ ਸਫ਼ਾ 7 'ਤੇ [672,585,731,596]
article-body: ਅਦਾਲਤ 'ਤੇ ਪਹੁੰਚ ਕਰਕੇ ਇਸ ਸੰਵੇਦਨਸ਼ੀਲ ਮਾਮਲੇ ਦੀ ਜਾਂਚ ਦੀ ਮੰਗ ਕੀਤੀ ਗਈ ਹੈ। ਮਾਪਿਆਂ ਨੂੰ ਡਰ ਹੈ ਕਿ ਉਹਨਾਂ ਦੇ ਬੱਚਿਆਂ ਨਾਲ ਕੁਝ ਗਲਤ ਹੋ ਸਕਦਾ ਹੈ। [925,749,1136,787]
dateline: ਪਟਿਆਲਾ, 2ਫਰਵਰੀ-(ਗੁਰਪ੍ਰਤਾਪ ਸਿੰਘ ਸਾਹੀ)- [536,749,665,773]
yellow-mark-icon [506,2382,521,2408]
headline [0,1524,449,1571]
headline-line-2: ਪੁਲਿਸ ਵਾਲਿਆਂ ਵੱਲੋਂ ਤਸ਼ੱਦਦ ਕਰਨਾ ਮੰਦਭਾਗਾ- ਬੀਬੀ ਕੁਲਵਿੰਦਰ ਕੌਰ ਖਾਲਸਾ [1043,1549,1395,1565]
